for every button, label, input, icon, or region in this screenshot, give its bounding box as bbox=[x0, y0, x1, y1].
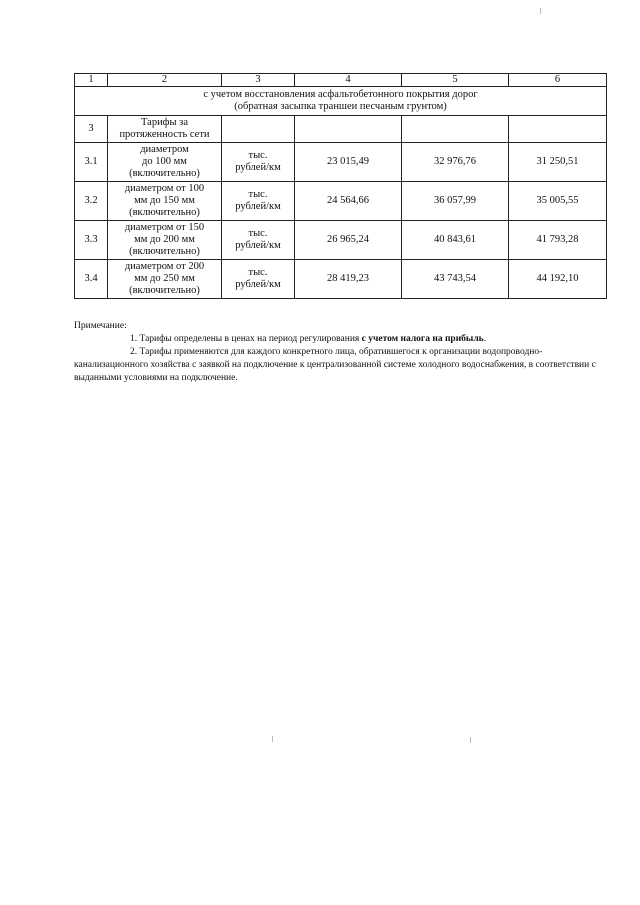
row-number: 3.4 bbox=[75, 260, 108, 299]
value-col6: 41 793,28 bbox=[509, 221, 607, 260]
unit-line: тыс. bbox=[248, 189, 268, 200]
row-description bbox=[108, 143, 222, 182]
empty-cell bbox=[509, 116, 607, 143]
row-unit bbox=[222, 143, 295, 182]
empty-cell bbox=[295, 116, 402, 143]
value-col4: 26 965,24 bbox=[295, 221, 402, 260]
note-title: Примечание: bbox=[74, 321, 127, 331]
description-line: (включительно) bbox=[129, 168, 200, 179]
unit-line: тыс. bbox=[248, 150, 268, 161]
table-row bbox=[75, 260, 607, 299]
note-item-1-emphasis: с учетом налога на прибыль bbox=[361, 334, 484, 344]
empty-cell bbox=[402, 116, 509, 143]
section-row bbox=[75, 87, 607, 116]
group-label-line: протяженность сети bbox=[119, 129, 210, 140]
footnote bbox=[74, 320, 606, 385]
table-row bbox=[75, 143, 607, 182]
description-line: мм до 200 мм bbox=[134, 234, 195, 245]
scan-speck bbox=[272, 736, 273, 742]
row-unit bbox=[222, 182, 295, 221]
value-col4: 24 564,66 bbox=[295, 182, 402, 221]
row-description bbox=[108, 221, 222, 260]
description-line: мм до 250 мм bbox=[134, 273, 195, 284]
row-number: 3.2 bbox=[75, 182, 108, 221]
value-col4: 28 419,23 bbox=[295, 260, 402, 299]
unit-line: рублей/км bbox=[235, 240, 281, 251]
table-row bbox=[75, 221, 607, 260]
unit-line: рублей/км bbox=[235, 279, 281, 290]
description-line: диаметром bbox=[140, 144, 189, 155]
value-col4: 23 015,49 bbox=[295, 143, 402, 182]
value-col6: 44 192,10 bbox=[509, 260, 607, 299]
row-unit bbox=[222, 221, 295, 260]
description-line: диаметром от 100 bbox=[124, 183, 205, 194]
unit-line: тыс. bbox=[248, 228, 268, 239]
unit-line: тыс. bbox=[248, 267, 268, 278]
header-cell: 3 bbox=[222, 74, 295, 87]
header-cell: 5 bbox=[402, 74, 509, 87]
unit-line: рублей/км bbox=[235, 201, 281, 212]
description-line: (включительно) bbox=[129, 207, 200, 218]
tariff-table bbox=[74, 73, 607, 299]
header-cell: 2 bbox=[108, 74, 222, 87]
group-number: 3 bbox=[75, 116, 108, 143]
table-row bbox=[75, 182, 607, 221]
description-line: (включительно) bbox=[129, 285, 200, 296]
description-line: (включительно) bbox=[129, 246, 200, 257]
unit-line: рублей/км bbox=[235, 162, 281, 173]
section-title-line: (обратная засыпка траншеи песчаным грунтом) bbox=[234, 101, 447, 112]
scan-speck bbox=[470, 737, 471, 743]
row-unit bbox=[222, 260, 295, 299]
header-cell: 1 bbox=[75, 74, 108, 87]
row-number: 3.3 bbox=[75, 221, 108, 260]
note-item-2: 2. Тарифы применяются для каждого конкретного лица, обратившегося к организации водопроводно-канализационного хозяйства с заявкой на подключение к централизованной системе холодного водоснабжения, в соответствии с выданными условиями на подключение. bbox=[74, 347, 596, 383]
value-col5: 32 976,76 bbox=[402, 143, 509, 182]
header-cell: 4 bbox=[295, 74, 402, 87]
value-col6: 31 250,51 bbox=[509, 143, 607, 182]
value-col5: 40 843,61 bbox=[402, 221, 509, 260]
row-number: 3.1 bbox=[75, 143, 108, 182]
note-item-1-text: 1. Тарифы определены в ценах на период регулирования bbox=[130, 334, 362, 344]
group-label bbox=[108, 116, 222, 143]
value-col5: 36 057,99 bbox=[402, 182, 509, 221]
description-line: диаметром от 200 bbox=[124, 261, 205, 272]
note-item-1-end: . bbox=[483, 334, 487, 344]
scan-speck bbox=[540, 8, 541, 14]
header-cell: 6 bbox=[509, 74, 607, 87]
group-row bbox=[75, 116, 607, 143]
group-label-line: Тарифы за bbox=[141, 117, 188, 128]
description-line: мм до 150 мм bbox=[134, 195, 195, 206]
value-col5: 43 743,54 bbox=[402, 260, 509, 299]
row-description bbox=[108, 182, 222, 221]
empty-cell bbox=[222, 116, 295, 143]
header-row bbox=[75, 74, 607, 87]
section-title bbox=[75, 87, 607, 116]
description-line: до 100 мм bbox=[142, 156, 187, 167]
section-title-line: с учетом восстановления асфальтобетонного покрытия дорог bbox=[203, 89, 478, 100]
value-col6: 35 005,55 bbox=[509, 182, 607, 221]
note-item-1 bbox=[74, 333, 606, 346]
description-line: диаметром от 150 bbox=[124, 222, 205, 233]
row-description bbox=[108, 260, 222, 299]
